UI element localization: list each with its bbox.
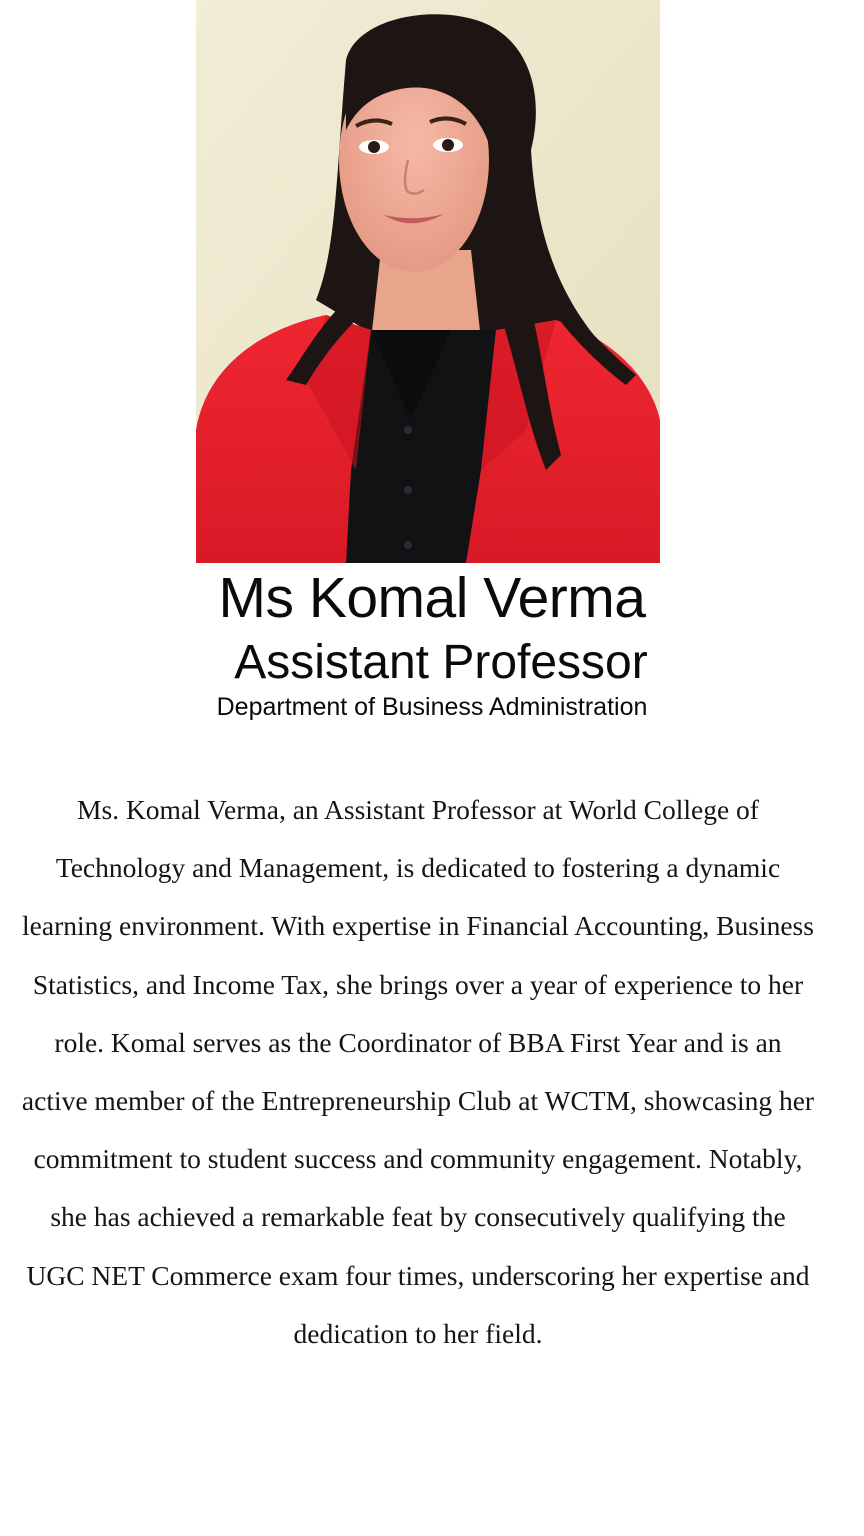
- bio-paragraph: Ms. Komal Verma, an Assistant Professor at World College of Technology and Management, is dedicated to fostering a dynamic learning environment. With expertise in Financial Accounting, Business Statistics, and Income Tax, she brings over a year of experience to her role. Komal serves as the Coordinator of BBA First Year and is an active member of the Entrepreneurship Club at WCTM, showcasing her commitment to student success and community engagement. Notably, she has achieved a remarkable feat by consecutively qualifying the UGC NET Commerce exam four times, underscoring her expertise and dedication to her field.: [21, 794, 815, 1349]
- profile-photo: [196, 0, 660, 563]
- profile-department: Department of Business Administration: [216, 693, 648, 721]
- profile-title: Assistant Professor: [234, 636, 648, 689]
- portrait-illustration: [196, 0, 660, 563]
- profile-name: Ms Komal Verma: [218, 566, 646, 630]
